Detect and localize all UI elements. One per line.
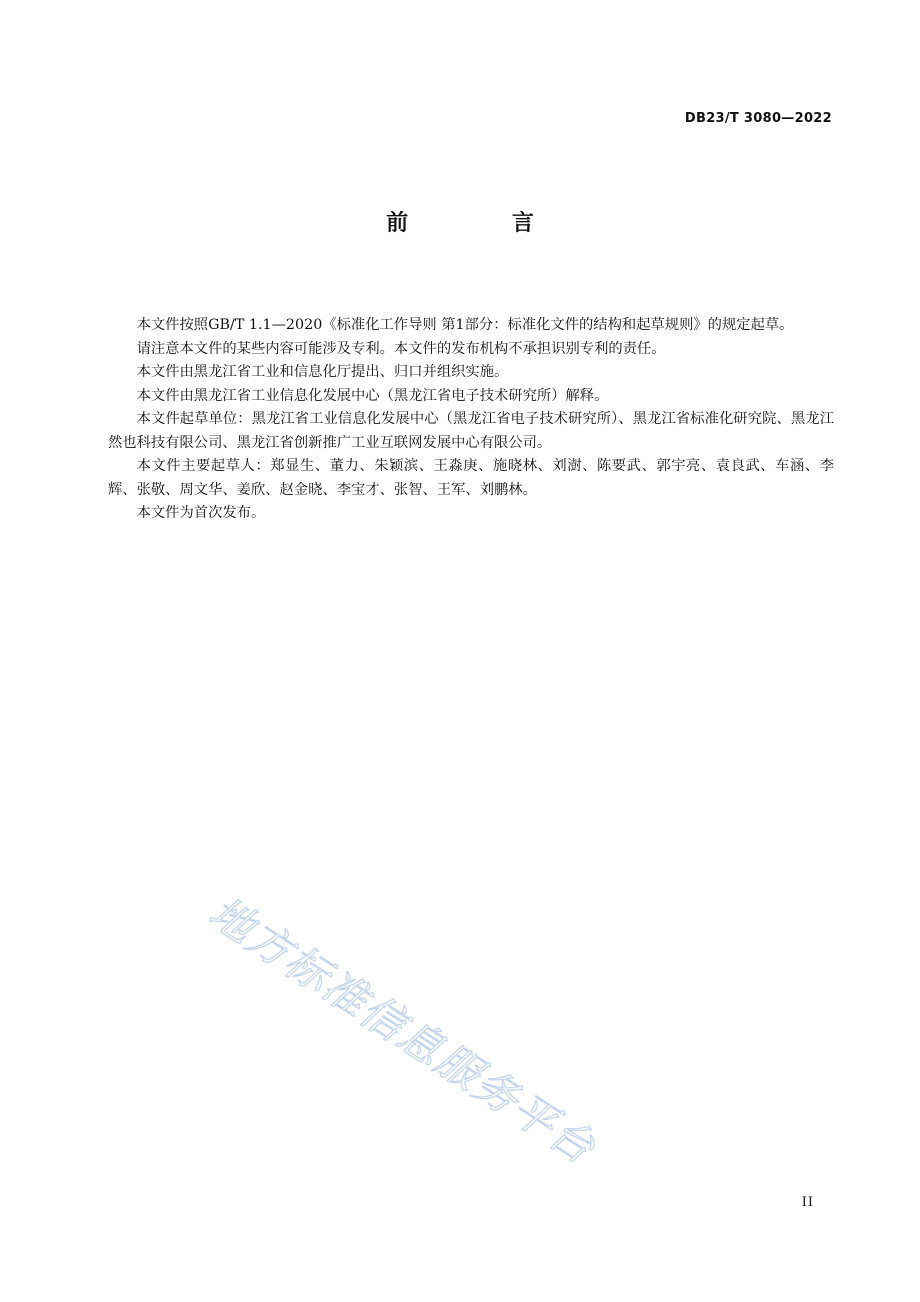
page-title: 前 言 (386, 211, 582, 236)
paragraph-drafting-rules: 本文件按照GB/T 1.1—2020《标准化工作导则 第1部分：标准化文件的结构和起草规则》的规定起草。 (136, 317, 794, 333)
paragraph-interpreter: 本文件由黑龙江省工业信息化发展中心（黑龙江省电子技术研究所）解释。 (136, 387, 609, 404)
paragraph-drafting-units: 本文件起草单位：黑龙江省工业信息化发展中心（黑龙江省电子技术研究所）、黑龙江省标准化研究院、黑龙江然也科技有限公司、黑龙江省创新推广工业互联网发展中心有限公司。 (108, 411, 834, 451)
paragraph-first-release: 本文件为首次发布。 (136, 505, 266, 521)
standard-code: DB23/T 3080—2022 (684, 111, 832, 126)
foreword-body (108, 314, 834, 526)
paragraph-drafters: 本文件主要起草人：郑显生、董力、朱颖滨、王淼庚、施晓林、刘澍、陈要武、郭宇亮、袁良武、车涵、李辉、张敬、周文华、姜欣、赵金晓、李宝才、张智、王军、刘鹏林。 (108, 458, 834, 498)
paragraph-patent-notice: 请注意本文件的某些内容可能涉及专利。本文件的发布机构不承担识别专利的责任。 (136, 340, 666, 357)
page-number: II (801, 1195, 814, 1210)
watermark: 地方标准信息服务平台 (199, 887, 605, 1175)
paragraph-proposer: 本文件由黑龙江省工业和信息化厅提出、归口并组织实施。 (136, 364, 509, 380)
